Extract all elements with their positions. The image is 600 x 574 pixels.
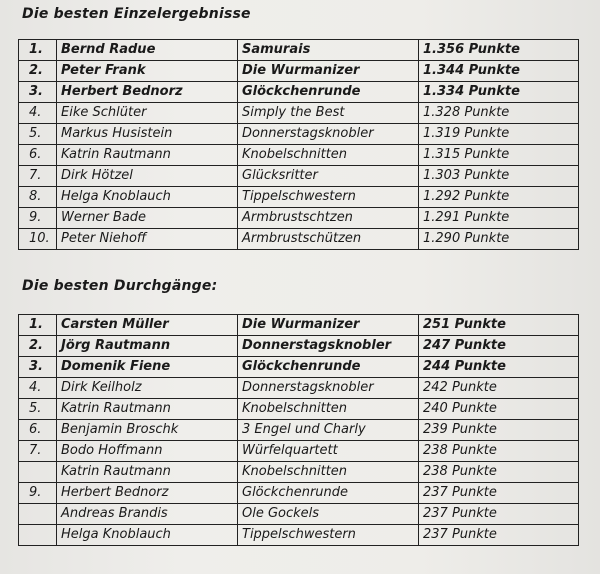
- individual-results-heading: Die besten Einzelergebnisse: [22, 6, 251, 22]
- team-cell: Armbrustschützen: [238, 229, 419, 250]
- name-cell: Herbert Bednorz: [57, 483, 238, 504]
- name-cell: Markus Husistein: [57, 124, 238, 145]
- name-cell: Katrin Rautmann: [57, 399, 238, 420]
- name-cell: Werner Bade: [57, 208, 238, 229]
- team-cell: Tippelschwestern: [238, 187, 419, 208]
- rank-cell: 2.: [19, 61, 57, 82]
- team-cell: Donnerstagsknobler: [238, 378, 419, 399]
- rank-cell: 4.: [19, 103, 57, 124]
- rank-cell: 5.: [19, 124, 57, 145]
- name-cell: Carsten Müller: [57, 315, 238, 336]
- points-cell: 1.290 Punkte: [419, 229, 579, 250]
- points-cell: 1.344 Punkte: [419, 61, 579, 82]
- points-cell: 1.291 Punkte: [419, 208, 579, 229]
- points-cell: 237 Punkte: [419, 525, 579, 546]
- team-cell: Tippelschwestern: [238, 525, 419, 546]
- name-cell: Helga Knoblauch: [57, 187, 238, 208]
- points-cell: 239 Punkte: [419, 420, 579, 441]
- table-row: [19, 208, 579, 229]
- name-cell: Peter Niehoff: [57, 229, 238, 250]
- table-row: [19, 229, 579, 250]
- table-row: [19, 420, 579, 441]
- points-cell: 1.328 Punkte: [419, 103, 579, 124]
- rank-cell: 7.: [19, 441, 57, 462]
- rank-cell: 8.: [19, 187, 57, 208]
- rank-cell: 7.: [19, 166, 57, 187]
- table-row: [19, 441, 579, 462]
- points-cell: 237 Punkte: [419, 483, 579, 504]
- rank-cell: [19, 525, 57, 546]
- team-cell: Knobelschnitten: [238, 145, 419, 166]
- team-cell: Die Wurmanizer: [238, 61, 419, 82]
- table-row: [19, 61, 579, 82]
- table-row: [19, 82, 579, 103]
- team-cell: Ole Gockels: [238, 504, 419, 525]
- rank-cell: 6.: [19, 145, 57, 166]
- team-cell: Glöckchenrunde: [238, 357, 419, 378]
- points-cell: 1.334 Punkte: [419, 82, 579, 103]
- points-cell: 1.319 Punkte: [419, 124, 579, 145]
- table-row: [19, 357, 579, 378]
- name-cell: Helga Knoblauch: [57, 525, 238, 546]
- points-cell: 1.315 Punkte: [419, 145, 579, 166]
- rank-cell: [19, 504, 57, 525]
- table-row: [19, 103, 579, 124]
- best-rounds-heading: Die besten Durchgänge:: [22, 278, 218, 294]
- name-cell: Jörg Rautmann: [57, 336, 238, 357]
- rank-cell: 10.: [19, 229, 57, 250]
- table-row: [19, 166, 579, 187]
- team-cell: Glöckchenrunde: [238, 483, 419, 504]
- table-row: [19, 187, 579, 208]
- individual-results-body: [19, 40, 579, 250]
- name-cell: Herbert Bednorz: [57, 82, 238, 103]
- name-cell: Peter Frank: [57, 61, 238, 82]
- team-cell: Knobelschnitten: [238, 399, 419, 420]
- rank-cell: 5.: [19, 399, 57, 420]
- table-row: [19, 462, 579, 483]
- individual-results-table: [18, 39, 579, 250]
- team-cell: Simply the Best: [238, 103, 419, 124]
- table-row: [19, 525, 579, 546]
- rank-cell: [19, 462, 57, 483]
- points-cell: 247 Punkte: [419, 336, 579, 357]
- team-cell: Samurais: [238, 40, 419, 61]
- name-cell: Dirk Keilholz: [57, 378, 238, 399]
- rank-cell: 4.: [19, 378, 57, 399]
- table-row: [19, 399, 579, 420]
- rank-cell: 2.: [19, 336, 57, 357]
- name-cell: Bernd Radue: [57, 40, 238, 61]
- points-cell: 237 Punkte: [419, 504, 579, 525]
- rank-cell: 9.: [19, 208, 57, 229]
- rank-cell: 3.: [19, 357, 57, 378]
- team-cell: 3 Engel und Charly: [238, 420, 419, 441]
- points-cell: 1.356 Punkte: [419, 40, 579, 61]
- points-cell: 244 Punkte: [419, 357, 579, 378]
- rank-cell: 6.: [19, 420, 57, 441]
- team-cell: Würfelquartett: [238, 441, 419, 462]
- points-cell: 238 Punkte: [419, 441, 579, 462]
- name-cell: Katrin Rautmann: [57, 462, 238, 483]
- name-cell: Katrin Rautmann: [57, 145, 238, 166]
- table-row: [19, 145, 579, 166]
- table-row: [19, 483, 579, 504]
- best-rounds-body: [19, 315, 579, 546]
- points-cell: 1.303 Punkte: [419, 166, 579, 187]
- points-cell: 242 Punkte: [419, 378, 579, 399]
- points-cell: 238 Punkte: [419, 462, 579, 483]
- rank-cell: 3.: [19, 82, 57, 103]
- name-cell: Dirk Hötzel: [57, 166, 238, 187]
- table-row: [19, 336, 579, 357]
- table-row: [19, 40, 579, 61]
- name-cell: Andreas Brandis: [57, 504, 238, 525]
- rank-cell: 1.: [19, 315, 57, 336]
- team-cell: Knobelschnitten: [238, 462, 419, 483]
- team-cell: Donnerstagsknobler: [238, 124, 419, 145]
- rank-cell: 1.: [19, 40, 57, 61]
- team-cell: Die Wurmanizer: [238, 315, 419, 336]
- team-cell: Donnerstagsknobler: [238, 336, 419, 357]
- rank-cell: 9.: [19, 483, 57, 504]
- table-row: [19, 315, 579, 336]
- table-row: [19, 504, 579, 525]
- name-cell: Domenik Fiene: [57, 357, 238, 378]
- team-cell: Glücksritter: [238, 166, 419, 187]
- best-rounds-table: [18, 314, 579, 546]
- table-row: [19, 124, 579, 145]
- team-cell: Armbrustschtzen: [238, 208, 419, 229]
- name-cell: Benjamin Broschk: [57, 420, 238, 441]
- team-cell: Glöckchenrunde: [238, 82, 419, 103]
- name-cell: Bodo Hoffmann: [57, 441, 238, 462]
- points-cell: 240 Punkte: [419, 399, 579, 420]
- table-row: [19, 378, 579, 399]
- points-cell: 251 Punkte: [419, 315, 579, 336]
- name-cell: Eike Schlüter: [57, 103, 238, 124]
- points-cell: 1.292 Punkte: [419, 187, 579, 208]
